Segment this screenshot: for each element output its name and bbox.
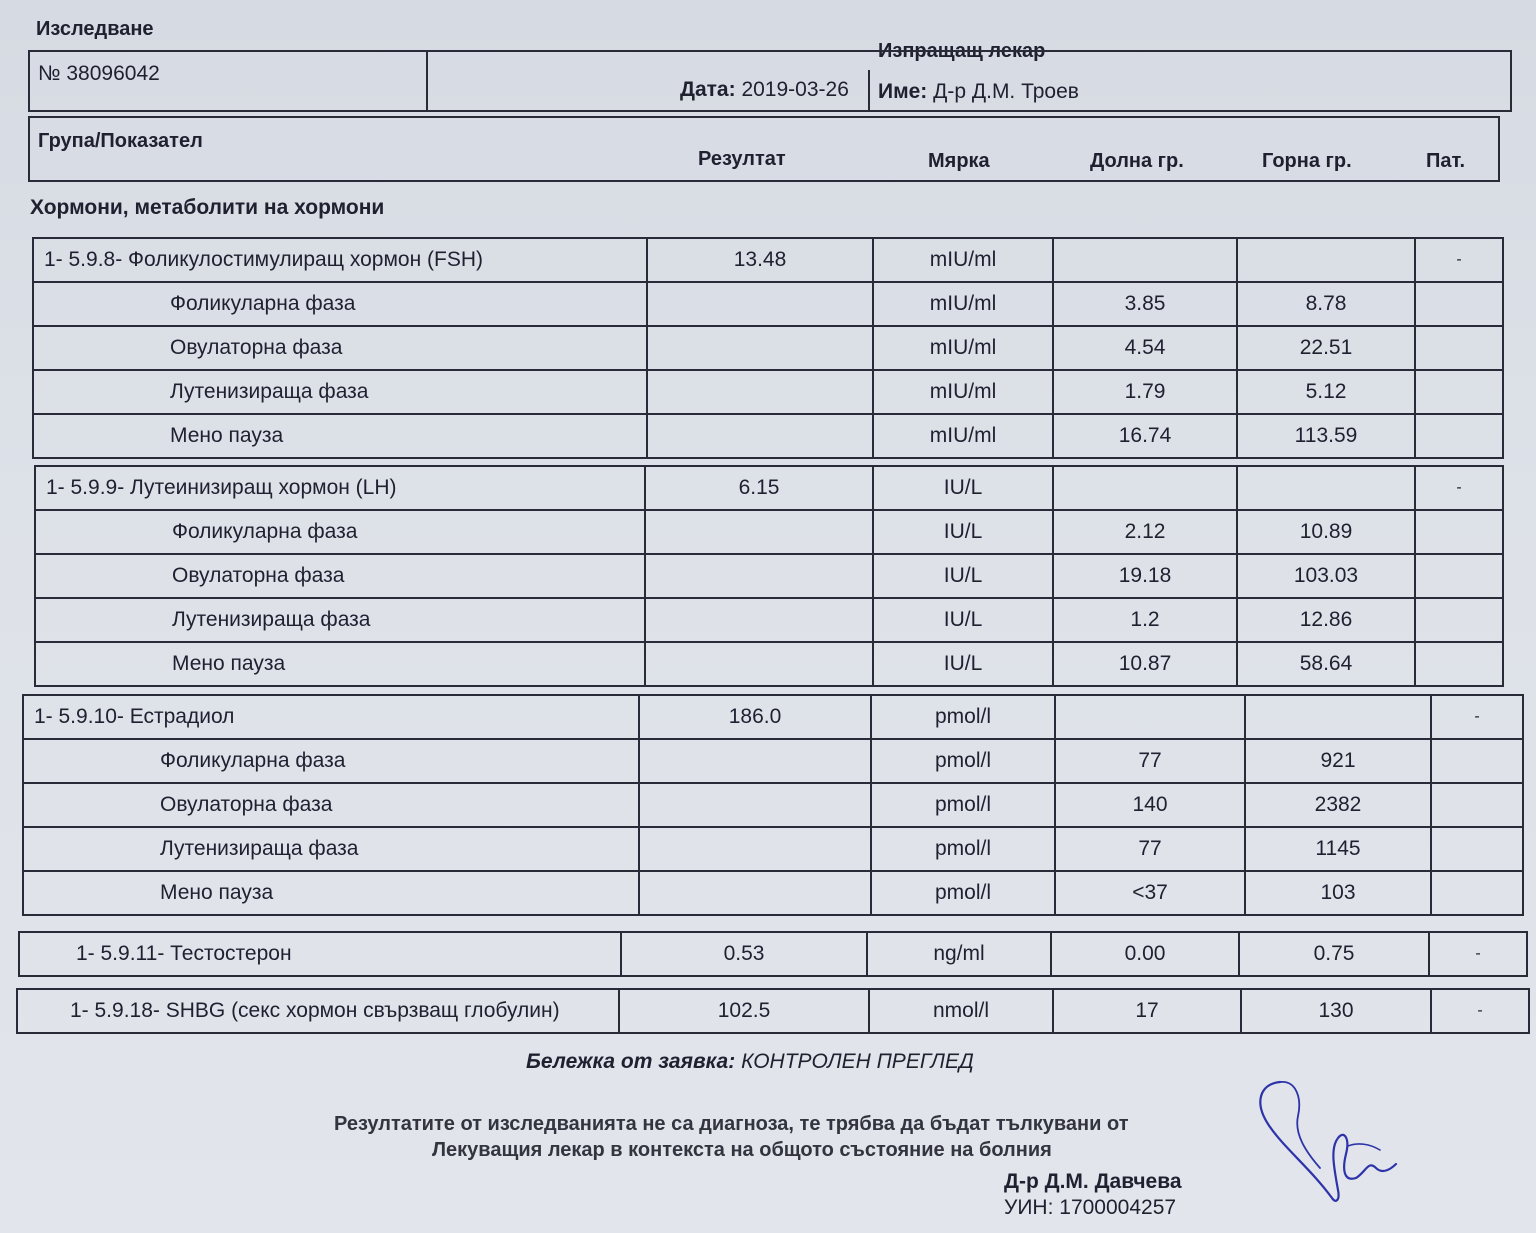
group-table-fsh (32, 237, 1504, 459)
analyte-name: 1- 5.9.9- Лутеинизиращ хормон (LH) (35, 466, 645, 510)
unit: mIU/ml (873, 282, 1053, 326)
col-upper: Горна гр. (1262, 150, 1352, 172)
upper-limit: 103.03 (1237, 554, 1415, 598)
unit: IU/L (873, 510, 1053, 554)
lower-limit: 0.00 (1051, 932, 1239, 976)
upper-limit: 921 (1245, 739, 1431, 783)
lower-limit: <37 (1055, 871, 1245, 915)
single-table-shbg (16, 988, 1530, 1034)
upper-limit: 130 (1241, 989, 1431, 1033)
name-label: Име: (878, 80, 928, 103)
date-value: 2019-03-26 (741, 78, 849, 101)
table-row (33, 326, 1503, 370)
unit: IU/L (873, 642, 1053, 686)
unit: pmol/l (871, 783, 1055, 827)
table-row (17, 989, 1529, 1033)
note-label: Бележка от заявка: (526, 1050, 736, 1073)
table-row (23, 827, 1523, 871)
lower-limit: 3.85 (1053, 282, 1237, 326)
signer-name: Д-р Д.М. Давчева (1004, 1170, 1182, 1193)
unit: nmol/l (869, 989, 1053, 1033)
handwritten-signature (1240, 1072, 1430, 1212)
doctor-name: Д-р Д.М. Троев (933, 80, 1079, 103)
pat-flag: - (1429, 932, 1527, 976)
table-row (33, 282, 1503, 326)
pat-flag: - (1431, 695, 1523, 739)
result-value: 6.15 (645, 466, 873, 510)
result-value: 13.48 (647, 238, 873, 282)
table-row (35, 510, 1503, 554)
table-row (35, 642, 1503, 686)
lower-limit: 2.12 (1053, 510, 1237, 554)
study-label: Изследване (36, 18, 154, 40)
upper-limit: 10.89 (1237, 510, 1415, 554)
signer-uin: УИН: 1700004257 (1004, 1196, 1177, 1219)
table-row (23, 739, 1523, 783)
pat-flag: - (1431, 989, 1529, 1033)
upper-limit: 113.59 (1237, 414, 1415, 458)
unit: mIU/ml (873, 414, 1053, 458)
pat-flag: - (1415, 466, 1503, 510)
phase-name: Лутенизираща фаза (33, 370, 647, 414)
unit: mIU/ml (873, 326, 1053, 370)
phase-name: Овулаторна фаза (35, 554, 645, 598)
column-header-box (28, 116, 1500, 182)
col-unit: Мярка (928, 150, 990, 172)
upper-limit: 12.86 (1237, 598, 1415, 642)
unit: ng/ml (867, 932, 1051, 976)
col-result: Резултат (698, 148, 786, 170)
lower-limit: 4.54 (1053, 326, 1237, 370)
upper-limit: 8.78 (1237, 282, 1415, 326)
lower-limit: 19.18 (1053, 554, 1237, 598)
table-row (23, 695, 1523, 739)
lower-limit: 16.74 (1053, 414, 1237, 458)
upper-limit: 2382 (1245, 783, 1431, 827)
phase-name: Мено пауза (33, 414, 647, 458)
date-label: Дата: (680, 78, 736, 101)
header-divider (868, 70, 870, 110)
result-value: 0.53 (621, 932, 867, 976)
table-row (33, 238, 1503, 282)
phase-name: Лутенизираща фаза (23, 827, 639, 871)
note-value: КОНТРОЛЕН ПРЕГЛЕД (741, 1050, 974, 1073)
lower-limit: 1.2 (1053, 598, 1237, 642)
result-value: 102.5 (619, 989, 869, 1033)
header-divider (426, 52, 428, 110)
unit: IU/L (873, 466, 1053, 510)
phase-name: Овулаторна фаза (33, 326, 647, 370)
upper-limit: 22.51 (1237, 326, 1415, 370)
upper-limit: 1145 (1245, 827, 1431, 871)
phase-name: Фоликуларна фаза (33, 282, 647, 326)
unit: mIU/ml (873, 238, 1053, 282)
upper-limit: 5.12 (1237, 370, 1415, 414)
table-row (35, 554, 1503, 598)
request-note (526, 1050, 974, 1074)
disclaimer-line-1: Резултатите от изследванията не са диагноза, те трябва да бъдат тълкувани от (334, 1113, 1129, 1135)
pat-flag: - (1415, 238, 1503, 282)
unit: IU/L (873, 554, 1053, 598)
table-row (35, 598, 1503, 642)
header-box (28, 50, 1512, 112)
unit: IU/L (873, 598, 1053, 642)
upper-limit: 58.64 (1237, 642, 1415, 686)
phase-name: Фоликуларна фаза (23, 739, 639, 783)
table-row (23, 871, 1523, 915)
upper-limit: 103 (1245, 871, 1431, 915)
lower-limit: 77 (1055, 739, 1245, 783)
lower-limit: 1.79 (1053, 370, 1237, 414)
analyte-name: 1- 5.9.8- Фоликулостимулиращ хормон (FSH) (33, 238, 647, 282)
table-row (33, 370, 1503, 414)
lower-limit: 140 (1055, 783, 1245, 827)
disclaimer-line-2: Лекуващия лекар в контекста на общото състояние на болния (432, 1139, 1052, 1161)
single-table-testosterone (18, 931, 1528, 977)
section-title: Хормони, метаболити на хормони (30, 196, 385, 219)
phase-name: Лутенизираща фаза (35, 598, 645, 642)
unit: pmol/l (871, 827, 1055, 871)
unit: pmol/l (871, 871, 1055, 915)
unit: pmol/l (871, 739, 1055, 783)
lower-limit: 17 (1053, 989, 1241, 1033)
lower-limit: 77 (1055, 827, 1245, 871)
analyte-name: 1- 5.9.18- SHBG (секс хормон свързващ глобулин) (17, 989, 619, 1033)
col-group: Група/Показател (38, 130, 203, 152)
sending-doctor-label: Изпращащ лекар (878, 40, 1046, 62)
phase-name: Мено пауза (23, 871, 639, 915)
col-pat: Пат. (1426, 150, 1466, 172)
unit: pmol/l (871, 695, 1055, 739)
group-table-lh (34, 465, 1504, 687)
table-row (35, 466, 1503, 510)
group-table-estradiol (22, 694, 1524, 916)
col-lower: Долна гр. (1090, 150, 1184, 172)
upper-limit: 0.75 (1239, 932, 1429, 976)
phase-name: Овулаторна фаза (23, 783, 639, 827)
phase-name: Фоликуларна фаза (35, 510, 645, 554)
result-value: 186.0 (639, 695, 871, 739)
table-row (19, 932, 1527, 976)
study-number: № 38096042 (38, 62, 160, 85)
table-row (23, 783, 1523, 827)
unit: mIU/ml (873, 370, 1053, 414)
lower-limit: 10.87 (1053, 642, 1237, 686)
table-row (33, 414, 1503, 458)
analyte-name: 1- 5.9.10- Естрадиол (23, 695, 639, 739)
phase-name: Мено пауза (35, 642, 645, 686)
analyte-name: 1- 5.9.11- Тестостерон (19, 932, 621, 976)
